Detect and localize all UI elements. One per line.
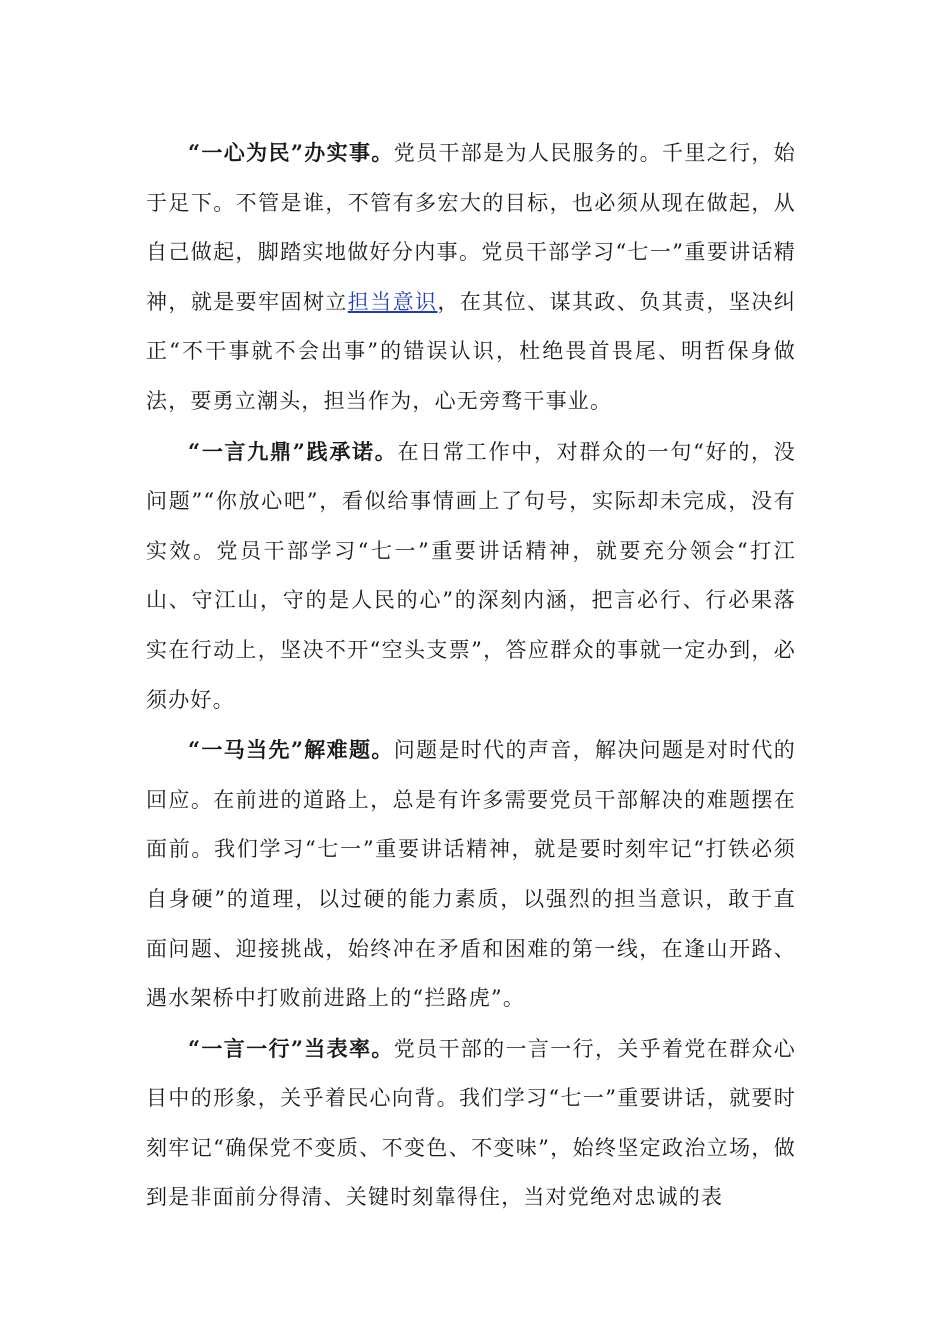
paragraph-1 — [146, 128, 796, 427]
paragraph-2 — [146, 427, 796, 726]
paragraph-3 — [146, 725, 796, 1024]
paragraph-4-text: 党员干部的一言一行，关乎着党在群众心目中的形象，关乎着民心向背。我们学习“七一”重要讲话，就要时刻牢记“确保党不变质、不变色、不变味”，始终坚定政治立场，做到是非面前分得清、关键时刻靠得住，当对党绝对忠诚的表 — [146, 1036, 796, 1210]
paragraph-2-text: 在日常工作中，对群众的一句“好的，没问题”“你放心吧”，看似给事情画上了句号，实际却未完成，没有实效。党员干部学习“七一”重要讲话精神，就要充分领会“打江山、守江山，守的是人民的心”的深刻内涵，把言必行、行必果落实在行动上，坚决不开“空头支票”，答应群众的事就一定办到，必须办好。 — [146, 439, 796, 712]
paragraph-1-heading: “一心为民”办实事。 — [188, 140, 394, 165]
paragraph-4 — [146, 1024, 796, 1223]
paragraph-2-heading: “一言九鼎”践承诺。 — [188, 438, 398, 464]
paragraph-1-text-before: 党员干部是为人民服务的。千里之行，始于足下。不管是谁，不管有多宏大的目标，也必须从现在做起，从自己做起，脚踏实地做好分内事。党员干部学习“七一”重要讲话精神，就是要牢固树立 — [146, 141, 796, 314]
document-body — [146, 128, 796, 1223]
responsibility-link[interactable]: 担当意识 — [347, 289, 438, 314]
paragraph-4-heading: “一言一行”当表率。 — [188, 1035, 394, 1061]
paragraph-3-heading: “一马当先”解难题。 — [188, 737, 394, 763]
paragraph-3-text: 问题是时代的声音，解决问题是对时代的回应。在前进的道路上，总是有许多需要党员干部解决的难题摆在面前。我们学习“七一”重要讲话精神，就是要时刻牢记“打铁必须自身硬”的道理，以过硬的能力素质，以强烈的担当意识，敢于直面问题、迎接挑战，始终冲在矛盾和困难的第一线，在逢山开路、遇水架桥中打败前进路上的“拦路虎”。 — [146, 738, 796, 1011]
paragraph-1-text-after: ，在其位、谋其政、负其责，坚决纠正“不干事就不会出事”的错误认识，杜绝畏首畏尾、明哲保身做法，要勇立潮头，担当作为，心无旁骛干事业。 — [146, 289, 796, 413]
